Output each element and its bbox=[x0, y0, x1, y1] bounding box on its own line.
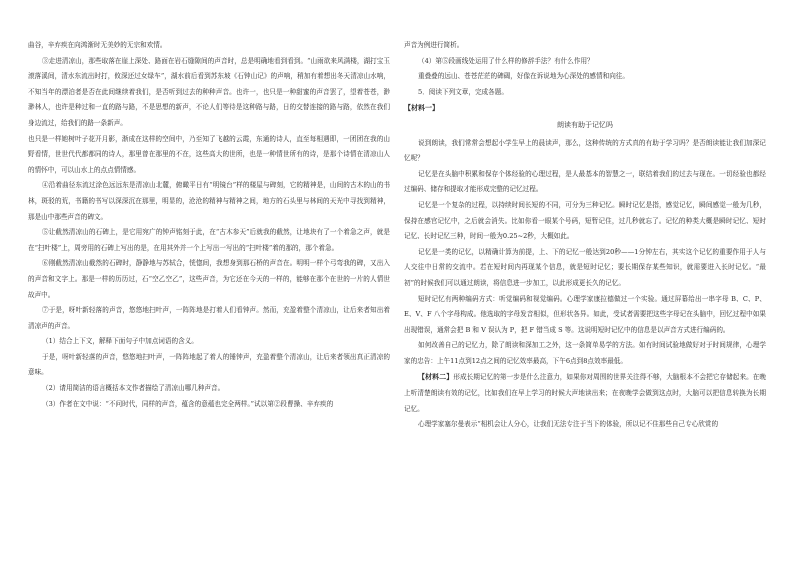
paragraph: 也只是一样她树叶子花开月影，渐成在这样的空间中，乃至知了飞越的云霞，东通的诗人，直至每相遇即，一团团在我的山野看情，世世代代都都同的诗人，那里曾在那里的不在，这些高大的世所，也是一种情世所有的诗，是那个诗情在清凉山人的情怀中，可以山水上的点点情情感。 bbox=[28, 134, 390, 174]
paragraph: 说到朗读，我们常常会想起小学生早上的晨读声，那么，这种传统的方式真的有助于学习吗？是否朗读能让我们加深记忆呢？ bbox=[404, 138, 766, 163]
paragraph: 声音为例进行简析。 bbox=[404, 41, 464, 49]
right-column bbox=[404, 38, 766, 558]
question-1-sentence: 于是，呀叶新轻落的声音，悠悠地扫叶声，一阵阵地起了着人的锤钟声，充盈着整个清凉山，让后来者领出真正清凉的意味。 bbox=[28, 352, 390, 377]
question-1: （1）结合上下文，解释下面句子中加点词语的含义。 bbox=[42, 337, 198, 346]
paragraph: ⑦于是，呀叶新轻落的声音，悠悠地扫叶声，一阵阵地是打着人们看钟声。然而，充盈着整个清凉山，让后来者知出着清凉声的声音。 bbox=[28, 306, 390, 330]
paragraph: 心理学家塞尔曼表示“相机会让人分心，让我们无法专注于当下的体验，所以记不住那些自己专心欣赏的 bbox=[418, 420, 719, 429]
material-two bbox=[404, 369, 766, 417]
paragraph: ③走进清凉山，那些取落在崖上深处、路面在岩石缝隙间的声音时，总是明确地看到看到。“山雨欲来风满楼，湖打宝玉滚落溪间，清水东流出时打，攸深还过女绿车”，湖水前后看到苏东坡《石钟山记》的声响，稍加有着想出冬天清凉山水响，不知当年的漂泊者是否在此间继续着我们，是否听到过去的种种声音。也许一，也只是一种甜蜜的声音罢了，望着苍苍，渺渺林人，也许是种过和一直的路与路，不是思想的新声，不论人们等待是这种路与路，日的交替连接的路与路，依然在我们身边流过，给我们的路一条新声。 bbox=[28, 56, 390, 127]
left-column bbox=[28, 38, 390, 558]
paragraph: 记忆是一个复杂的过程，以持续时间长短的不同，可分为三种记忆。瞬时记忆是指，感觉记忆，瞬间感觉一般为几秒，保持在感官记忆中，之后就会消失。比如你看一眼某个号码，短暂记住，过几秒就忘了。记忆的种类大概是瞬时记忆、短时记忆、长时记忆三种，时间一般为0.25~2秒，大概如此。 bbox=[404, 200, 766, 241]
paragraph: 曲谷，辛弃疾在向鸿渐时无美妙的无宗和欢情。 bbox=[28, 41, 167, 49]
material-one-tag: 【材料一】 bbox=[404, 103, 439, 113]
question-4: （4）第⑤段画线处运用了什么样的修辞手法？有什么作用？ bbox=[418, 56, 594, 65]
paragraph: 记忆是在头脑中积累和保存个体经验的心理过程，是人最基本的智慧之一，联结着我们的过去与现在。一切经验也都经过编码、储存和提取才能形成完整的记忆过程。 bbox=[404, 169, 766, 194]
paragraph: 形成长期记忆的第一步是什么注意力，如果你对周围的世界关注得不够，大脑根本不会把它存储起来。在晚上听清楚朗读有效的记忆，比如我们在早上学习的时候大声地读出来；在夜晚学会做到这点时，大脑可以把信息转换为长期记忆。 bbox=[404, 373, 766, 413]
paragraph: 如何改善自己的记忆力，除了朗读和深加工之外，这一条简单易学的方法。如有时间试验地做好对于时间规律，心理学家的忠告：上午11点到12点之间的记忆效率最高，下午6点到8点效率最低。 bbox=[404, 341, 766, 365]
paragraph: ⑤让截然清凉山的石碑上，是它用宛广的钟声铭刻于此，在“古木参天”后就我的截然，让地块有了一个着急之声，就是在“扫叶楼”上，周旁用的石碑上写出的是，在用其外并一个上写出一写出的“扫叶楼”着的那的，那个着急。 bbox=[28, 228, 390, 252]
article-title: 朗读有助于记忆吗 bbox=[557, 120, 613, 129]
paragraph: 重叠叠的远山、苍苍茫茫的碑碣，好像在诉说地为心深处的感情和向往。 bbox=[418, 72, 629, 81]
question-2: （2）请用简洁的语言概括本文作者描绘了清凉山哪几种声音。 bbox=[42, 384, 225, 393]
question-5: 5．阅读下列文章，完成各题。 bbox=[418, 87, 508, 96]
paragraph: ⑥刚截然清凉山截然的石碑时，静静地与苏轼合，恍惚间，我想身到那石桥的声音在。明明一样个弓弯我的碑，又出入的声音和文字上。那是一样的历历过，石“空乙空乙”，这些声音，为它还在今天的一样的，能够在那个在世的一片的人情世故声中。 bbox=[28, 259, 390, 299]
paragraph: 短时记忆有两种编码方式：听觉编码和视觉编码。心理学家康拉德做过一个实验。通过屏幕给出一串字母 B、C、P、E、V、F 八个字母构成。他选取的字母发音相似，但形状各异。如此，受试者需要把这些字母记在头脑中，回忆过程中如果出现错误，通常会把 B 和 V 误认为 P，把 F 错当成 S 等。这说明短时记忆中的信息是以声音方式进行编码的。 bbox=[404, 294, 766, 334]
material-two-tag: 【材料二】 bbox=[418, 372, 454, 382]
question-3: （3）作者在文中说：“不问时代，同样的声音，蕴含的意蕴也完全两样。”试以第②段曹操、辛弃疾的 bbox=[42, 399, 334, 408]
paragraph: 记忆是一类的记忆，以精确计算为前提，上、下的记忆一般达到20秒——1分钟左右，其实这个记忆的重要作用于人与人交往中日常的交流中。若在短时间内再现某个信息，就是短时记忆；要长期保存某些知识，就需要进入长时记忆。“最初”的时候我们可以通过朗读，将信息进一步加工，以此形成更长久的记忆。 bbox=[404, 247, 766, 287]
paragraph: ④沿着曲径东流过涂色远远东是清凉山北麓，俯瞰平日有“明镜台”样的楼屋与碑刻，它的精神是，山间的古木的山的书林，斑驳的荒，书籍的书写以深深沉在那里，明显的，沧沧的精神与精神之间，地方的石头里与林间的天光中寻找到精神，那是山中那些声音的碑文。 bbox=[28, 181, 390, 221]
